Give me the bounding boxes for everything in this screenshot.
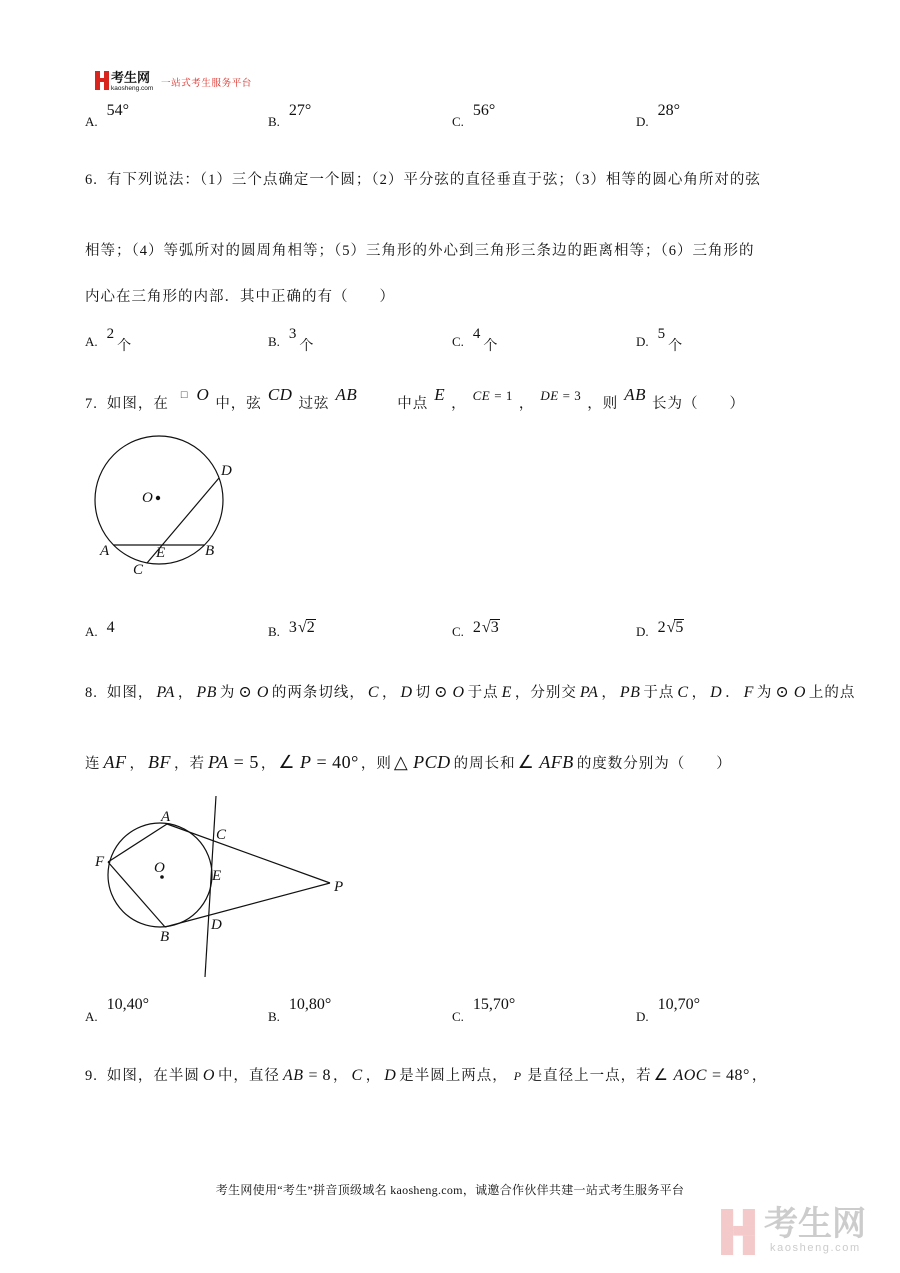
math-variable: E <box>434 385 446 404</box>
math-variable: AF <box>103 752 127 772</box>
math-variable: F <box>743 684 754 701</box>
text-run: 相等；（4）等弧所对的圆周角相等；（5）三角形的外心到三角形三条边的距离相等；（6）三角形的 <box>85 243 755 259</box>
tangent-pa <box>167 824 330 883</box>
question-9-stem <box>85 1066 767 1090</box>
text-run: ，则 <box>587 396 619 412</box>
option-label: C. <box>452 1009 464 1024</box>
text-run: 长为（ ） <box>652 396 746 412</box>
math-variable: O <box>256 684 269 701</box>
question-8-line-2 <box>85 752 732 778</box>
option-b <box>268 102 312 132</box>
math-expression: = 40° <box>316 752 359 772</box>
text-run: 的周长和 <box>453 756 516 772</box>
label-e: E <box>212 868 222 884</box>
question-6-line-1 <box>85 170 761 194</box>
math-variable: PA <box>579 684 599 701</box>
radical-sign: √ <box>481 619 491 636</box>
text-run: ，若 <box>174 756 205 772</box>
option-value: 54° <box>106 102 130 119</box>
circle-symbol: ⊙ <box>434 682 449 701</box>
option-number: 5 <box>657 326 666 342</box>
coefficient: 3 <box>288 619 297 636</box>
text-run: 有下列说法：（1）三个点确定一个圆；（2）平分弦的直径垂直于弦；（3）相等的圆心角所对的弦 <box>106 172 761 188</box>
math-variable: PCD <box>413 752 451 772</box>
option-c <box>452 996 516 1027</box>
option-b <box>268 996 332 1027</box>
option-label: D. <box>636 1009 649 1024</box>
math-variable: AOC <box>673 1067 707 1084</box>
math-variable: C <box>367 684 380 701</box>
watermark-domain: kaosheng.com <box>770 1242 861 1254</box>
text-run: 如图， <box>106 685 154 701</box>
text-run: ， <box>129 756 145 772</box>
math-variable: D <box>710 684 723 701</box>
option-unit: 个 <box>299 339 314 354</box>
radicand: 2 <box>306 619 315 636</box>
option-unit: 个 <box>668 339 683 354</box>
circle-symbol: ⊙ <box>775 682 790 701</box>
question-5-options <box>0 102 900 142</box>
text-run: 于点 <box>643 685 675 701</box>
watermark-logo-icon <box>716 1209 760 1255</box>
angle-symbol: ∠ <box>517 752 535 772</box>
math-variable: PB <box>619 684 641 701</box>
math-variable: AB <box>282 1067 304 1084</box>
math-variable: DE <box>540 388 559 403</box>
math-variable: AFB <box>539 752 574 772</box>
option-d <box>636 996 701 1027</box>
option-number: 3 <box>288 326 297 342</box>
option-value: 27° <box>288 102 312 119</box>
label-b: B <box>160 929 170 945</box>
option-label: B. <box>268 114 280 129</box>
text-run: 是半圆上两点， <box>399 1068 508 1084</box>
radicand: 3 <box>490 619 499 636</box>
text-run: 中，直径 <box>217 1068 280 1084</box>
label-d: D <box>211 917 222 933</box>
option-a <box>85 619 115 642</box>
option-a <box>85 102 130 132</box>
triangle-symbol: △ <box>393 752 409 772</box>
option-a <box>85 996 150 1027</box>
option-value: 28° <box>657 102 681 119</box>
option-c <box>452 326 498 354</box>
text-run: 如图，在 <box>106 396 169 412</box>
option-value: 10,40° <box>106 996 150 1013</box>
option-value: 4 <box>106 619 115 636</box>
option-unit: 个 <box>117 339 132 354</box>
label-d: D <box>221 463 232 479</box>
label-o: O <box>142 490 153 506</box>
text-run: ， <box>177 685 194 701</box>
math-variable: O <box>793 684 806 701</box>
text-run: 是直径上一点，若 <box>527 1068 652 1084</box>
option-label: A. <box>85 334 98 349</box>
option-a <box>85 326 132 354</box>
question-6-options <box>0 326 900 362</box>
math-expression: = 48° <box>711 1067 750 1084</box>
text-run: ， <box>518 396 535 412</box>
option-d <box>636 619 684 642</box>
math-variable: PA <box>156 684 175 701</box>
math-variable: E <box>501 684 512 701</box>
question-8-figure <box>85 790 355 985</box>
missing-glyph: □ <box>180 389 189 401</box>
header-slogan: 一站式考生服务平台 <box>161 78 252 89</box>
angle-symbol: ∠ <box>653 1067 669 1084</box>
text-run: 中，弦 <box>215 396 262 412</box>
option-b <box>268 326 314 354</box>
radical-sign: √ <box>297 619 307 636</box>
option-label: D. <box>636 624 649 639</box>
coefficient: 2 <box>472 619 481 636</box>
text-run: 内心在三角形的内部．其中正确的有（ ） <box>85 289 395 305</box>
question-7-figure <box>85 430 245 580</box>
math-variable: O <box>452 684 465 701</box>
math-variable: D <box>384 1067 397 1084</box>
text-run: ， <box>691 685 708 701</box>
option-d <box>636 102 681 132</box>
text-run: 为 <box>756 685 773 701</box>
text-run: ， <box>260 756 277 772</box>
option-label: C. <box>452 334 464 349</box>
option-value <box>289 618 316 638</box>
text-run: 的度数分别为（ ） <box>576 756 732 772</box>
option-d <box>636 326 683 354</box>
text-run: 为 <box>219 685 236 701</box>
angle-symbol: ∠ <box>278 752 295 772</box>
question-6-line-2 <box>85 241 755 265</box>
text-run: 中点 <box>397 396 429 412</box>
option-label: B. <box>268 1009 280 1024</box>
math-variable: P <box>513 1069 522 1083</box>
center-point <box>156 496 160 500</box>
option-label: A. <box>85 1009 98 1024</box>
option-c <box>452 102 496 132</box>
radical-sign: √ <box>666 619 676 636</box>
coefficient: 2 <box>657 619 666 636</box>
text-run: ， <box>382 685 398 701</box>
logo-name: 考生网 <box>111 70 151 85</box>
option-value: 10,80° <box>288 996 332 1013</box>
option-b <box>268 619 316 642</box>
text-run: 过弦 <box>298 396 330 412</box>
page-footer: 考生网使用“考生”拼音顶级域名 kaosheng.com，诚邀合作伙伴共建一站式考生服务平台 <box>215 1183 685 1197</box>
text-run: ， <box>333 1068 349 1084</box>
option-c <box>452 619 500 642</box>
text-run: ， <box>360 756 377 772</box>
watermark-name: 考生网 <box>764 1205 866 1243</box>
option-value: 15,70° <box>472 996 516 1013</box>
kaosheng-logo-icon <box>95 71 109 90</box>
question-number: 6. <box>85 172 98 188</box>
text-run: ． <box>725 685 741 701</box>
question-7-stem <box>85 385 746 418</box>
question-7-options <box>0 619 900 652</box>
option-unit: 个 <box>483 339 498 354</box>
math-expression: = 3 <box>562 388 582 403</box>
label-c: C <box>133 562 144 578</box>
circle-symbol: ⊙ <box>238 682 253 701</box>
math-variable: O <box>196 385 210 404</box>
label-b: B <box>205 543 215 559</box>
math-variable: BF <box>148 752 171 772</box>
option-label: B. <box>268 624 280 639</box>
option-label: C. <box>452 114 464 129</box>
text-run: 切 <box>415 685 432 701</box>
text-run: 则 <box>376 756 392 772</box>
label-e: E <box>156 545 166 561</box>
tangent-pb <box>165 883 330 927</box>
text-run: ， <box>751 1068 768 1084</box>
label-c: C <box>216 827 227 843</box>
label-a: A <box>100 543 110 559</box>
math-variable: C <box>677 684 689 701</box>
math-expression: = 1 <box>494 388 513 403</box>
text-run: ，分别交 <box>514 685 577 701</box>
text-run: 如图，在半圆 <box>106 1068 200 1084</box>
math-variable: AB <box>624 385 647 404</box>
option-value: 10,70° <box>657 996 701 1013</box>
label-p: P <box>334 879 344 895</box>
math-expression: = 5 <box>233 752 259 772</box>
option-label: A. <box>85 624 98 639</box>
option-label: D. <box>636 334 649 349</box>
math-variable: P <box>299 752 312 772</box>
text-run: 的两条切线， <box>271 685 365 701</box>
label-a: A <box>161 809 171 825</box>
math-variable: CE <box>472 388 491 403</box>
math-variable: PB <box>196 684 217 701</box>
option-value: 56° <box>472 102 496 119</box>
option-value <box>658 618 685 638</box>
text-run: 于点 <box>467 685 499 701</box>
math-variable: AB <box>335 385 358 404</box>
text-run: 上的点 <box>808 685 856 701</box>
math-variable: D <box>400 684 413 701</box>
math-variable: PA <box>208 752 229 772</box>
question-number: 7. <box>85 396 98 412</box>
question-number: 8. <box>85 685 98 701</box>
question-8-options <box>0 996 900 1037</box>
question-6-line-3 <box>85 287 395 311</box>
text-run: 连 <box>85 756 101 772</box>
tangent-cd <box>205 796 216 977</box>
question-8-line-1 <box>85 682 855 707</box>
option-label: A. <box>85 114 98 129</box>
math-expression: = 8 <box>308 1067 332 1084</box>
option-label: D. <box>636 114 649 129</box>
option-number: 4 <box>472 326 481 342</box>
text-run: ， <box>601 685 617 701</box>
radicand: 5 <box>675 619 684 636</box>
text-run: ， <box>365 1068 382 1084</box>
math-variable: C <box>351 1067 363 1084</box>
logo-domain: kaosheng.com <box>111 85 154 92</box>
text-run: ， <box>451 396 467 412</box>
math-variable: O <box>202 1067 215 1084</box>
option-number: 2 <box>106 326 115 342</box>
label-o: O <box>154 860 165 876</box>
label-f: F <box>95 854 105 870</box>
option-label: B. <box>268 334 280 349</box>
math-variable: CD <box>267 385 293 404</box>
segment-fa <box>108 824 167 862</box>
option-label: C. <box>452 624 464 639</box>
option-value <box>473 618 500 638</box>
question-number: 9. <box>85 1068 98 1084</box>
